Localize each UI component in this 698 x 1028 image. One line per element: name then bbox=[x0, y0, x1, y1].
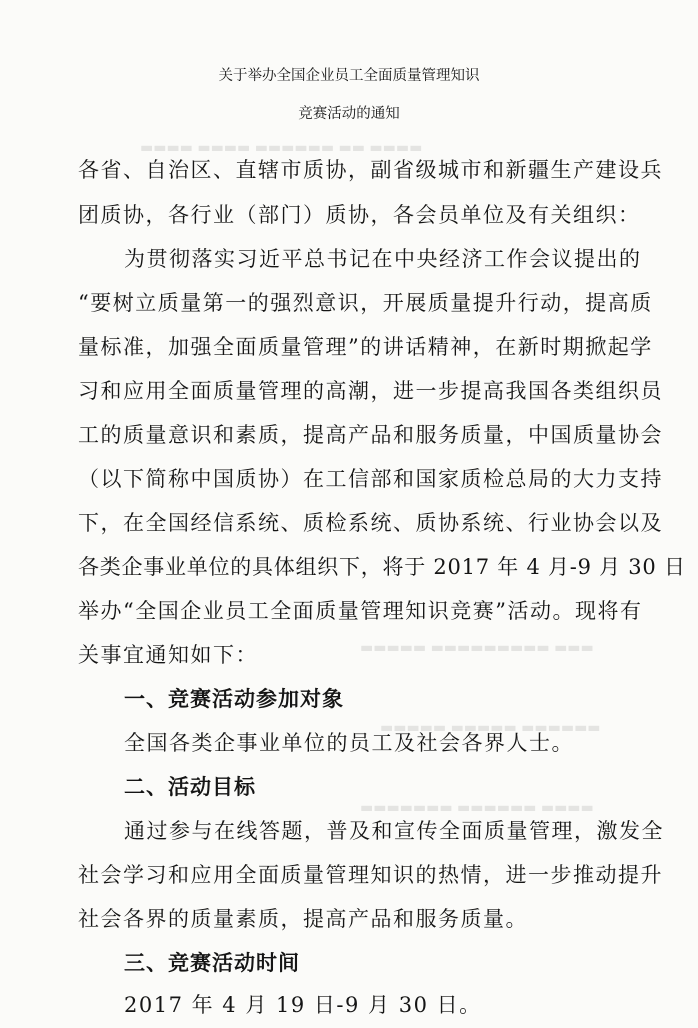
show-through-mark: ▬▬▬▬ ▬▬ ▬▬▬▬▬▬ ▬▬▬▬ ▬▬▬▬ bbox=[140, 140, 423, 156]
show-through-mark: ▬▬▬ ▬▬▬▬▬▬▬▬▬ ▬▬▬▬▬ bbox=[360, 640, 594, 656]
addressee-line: 团质协，各行业（部门）质协，各会员单位及有关组织： bbox=[78, 203, 641, 227]
intro-line: 各类企事业单位的具体组织下，将于 2017 年 4 月-9 月 30 日 bbox=[78, 555, 686, 579]
section-heading: 二、活动目标 bbox=[124, 775, 256, 799]
intro-line: 量标准，加强全面质量管理”的讲话精神，在新时期掀起学 bbox=[78, 335, 653, 359]
show-through-mark: ▬▬▬▬ ▬▬▬▬▬▬ ▬▬▬▬▬▬▬ bbox=[360, 800, 594, 816]
document-title-line-2: 竞赛活动的通知 bbox=[298, 106, 400, 122]
intro-line: “要树立质量第一的强烈意识，开展质量提升行动，提高质 bbox=[78, 291, 653, 315]
section-body-line: 2017 年 4 月 19 日-9 月 30 日。 bbox=[124, 993, 482, 1017]
section-body-line: 社会各界的质量素质，提高产品和服务质量。 bbox=[78, 907, 528, 931]
intro-line: 关事宜通知如下： bbox=[78, 643, 258, 667]
section-body-line: 全国各类企事业单位的员工及社会各界人士。 bbox=[124, 731, 574, 755]
section-body-line: 社会学习和应用全面质量管理知识的热情，进一步推动提升 bbox=[78, 863, 663, 887]
addressee-line: 各省、自治区、直辖市质协，副省级城市和新疆生产建设兵 bbox=[78, 158, 663, 182]
intro-line: 工的质量意识和素质，提高产品和服务质量，中国质量协会 bbox=[78, 423, 663, 447]
intro-line: 为贯彻落实习近平总书记在中央经济工作会议提出的 bbox=[124, 247, 642, 271]
intro-line: （以下简称中国质协）在工信部和国家质检总局的大力支持 bbox=[78, 467, 663, 491]
intro-line: 举办“全国企业员工全面质量管理知识竞赛”活动。现将有 bbox=[78, 599, 643, 623]
show-through-mark: ▬▬▬▬▬▬ ▬▬▬▬▬ ▬▬▬▬▬ bbox=[380, 720, 601, 736]
intro-line: 下，在全国经信系统、质检系统、质协系统、行业协会以及 bbox=[78, 511, 663, 535]
section-heading: 一、竞赛活动参加对象 bbox=[124, 687, 344, 711]
intro-line: 习和应用全面质量管理的高潮，进一步提高我国各类组织员 bbox=[78, 379, 663, 403]
document-title-line-1: 关于举办全国企业员工全面质量管理知识 bbox=[218, 68, 480, 84]
section-heading: 三、竞赛活动时间 bbox=[124, 951, 300, 975]
section-body-line: 通过参与在线答题，普及和宣传全面质量管理，激发全 bbox=[124, 819, 664, 843]
